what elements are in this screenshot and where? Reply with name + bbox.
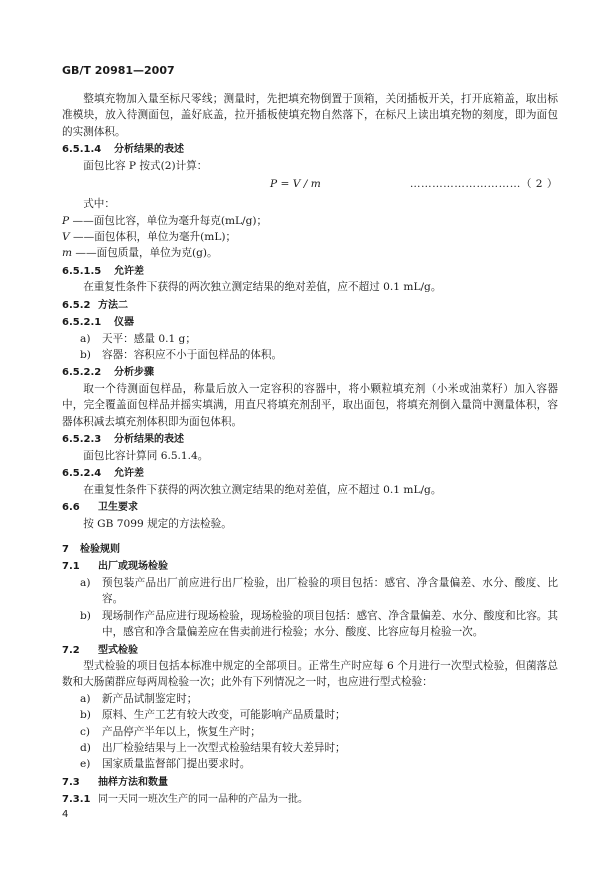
list-label: b)	[80, 609, 91, 622]
heading-number: 6.5.2.4	[62, 468, 102, 480]
list-text: 现场制作产品应进行现场检验，现场检验的项目包括：感官、净含量偏差、水分、酸度和比容。其中，感官和净含量偏差应在售卖前进行检验；水分、酸度、比容应每月检验一次。	[102, 609, 558, 639]
formula-2	[62, 174, 558, 196]
variable-symbol: V	[62, 230, 70, 243]
list-text: 天平：感量 0.1 g；	[102, 332, 196, 345]
formula-expression: P = V / m	[270, 178, 321, 191]
heading-number: 6.5.2.2	[62, 367, 102, 379]
variable-symbol: P	[62, 214, 70, 227]
formula-number: …………………………（ 2 ）	[409, 178, 558, 191]
list-text: 出厂检验结果与上一次型式检验结果有较大差异时；	[102, 742, 346, 755]
variable-definition	[62, 229, 558, 245]
heading-title: 型式检验	[98, 644, 138, 656]
heading-7-1	[62, 559, 558, 575]
list-label: e)	[80, 758, 91, 771]
heading-6-5-2	[62, 298, 558, 314]
variable-description: ——面包比容，单位为毫升每克(mL/g)；	[69, 214, 268, 227]
heading-title: 分析结果的表述	[114, 144, 184, 156]
where-label: 式中：	[83, 198, 115, 211]
list-label: a)	[80, 576, 91, 589]
list-text: 新产品试制鉴定时；	[102, 692, 198, 705]
list-text: 产品停产半年以上，恢复生产时；	[102, 725, 261, 738]
heading-title: 分析步骤	[114, 367, 154, 379]
list-item	[62, 707, 558, 723]
heading-6-5-1-4	[62, 142, 558, 158]
heading-title: 允许差	[114, 265, 144, 277]
list-item	[62, 740, 558, 756]
heading-number: 7.1	[62, 561, 80, 573]
heading-number: 6.5.1.5	[62, 265, 102, 277]
list-text: 国家质量监督部门提出要求时。	[102, 758, 251, 771]
heading-6-5-2-3	[62, 432, 558, 448]
heading-title: 检验规则	[80, 543, 120, 555]
list-text: 容器：容积应不小于面包样品的体积。	[102, 349, 283, 362]
list-label: a)	[80, 332, 91, 345]
heading-6-5-2-2	[62, 365, 558, 381]
list-item	[62, 756, 558, 772]
paragraph-hygiene: 按 GB 7099 规定的方法检验。	[83, 517, 232, 530]
heading-title: 出厂或现场检验	[98, 561, 168, 573]
heading-number: 7	[62, 543, 69, 555]
heading-7	[62, 542, 558, 558]
variable-description: ——面包质量，单位为克(g)。	[72, 247, 218, 260]
paragraph-bread-ratio: 面包比容 P 按式(2)计算：	[83, 159, 208, 172]
list-item	[62, 347, 558, 363]
list-item	[62, 724, 558, 740]
list-item	[62, 691, 558, 707]
list-label: d)	[80, 742, 91, 755]
paragraph-steps: 取一个待测面包样品，称量后放入一定容积的容器中，将小颗粒填充剂（小米或油菜籽）加入容器中，完全覆盖面包样品并摇实填满，用直尺将填充剂刮平，取出面包，将填充剂倒入量筒中测量体积，容器体积减去填充剂体积即为面包体积。	[62, 382, 558, 428]
heading-number: 6.5.2.1	[62, 317, 102, 329]
heading-number: 6.5.2.3	[62, 434, 102, 446]
variable-description: ——面包体积，单位为毫升(mL)；	[69, 230, 237, 243]
heading-6-6	[62, 500, 558, 516]
variable-symbol: m	[62, 247, 73, 260]
clause-text: 同一天同一班次生产的同一品种的产品为一批。	[98, 794, 308, 806]
heading-number: 6.5.1.4	[62, 144, 102, 156]
paragraph-calc: 面包比容计算同 6.5.1.4。	[83, 449, 209, 462]
variable-definition	[62, 213, 558, 229]
list-label: a)	[80, 692, 91, 705]
heading-title: 抽样方法和数量	[98, 776, 168, 788]
heading-6-5-2-4	[62, 466, 558, 482]
clause-7-3-1	[62, 792, 558, 808]
list-item	[62, 331, 558, 347]
clause-number: 7.3.1	[62, 794, 91, 806]
heading-number: 6.6	[62, 502, 80, 513]
heading-number: 7.3	[62, 776, 80, 788]
paragraph-type-inspection: 型式检验的项目包括本标准中规定的全部项目。正常生产时应每 6 个月进行一次型式检验，但菌落总数和大肠菌群应每两周检验一次；此外有下列情况之一时，也应进行型式检验：	[62, 660, 558, 689]
heading-title: 方法二	[98, 299, 128, 311]
heading-title: 卫生要求	[98, 502, 138, 513]
heading-6-5-2-1	[62, 315, 558, 331]
paragraph-top: 整填充物加入量至标尺零线；测量时，先把填充物倒置于顶箱，关闭插板开关，打开底箱盖，取出标准模块，放入待测面包，盖好底盖，拉开插板使填充物自然落下，在标尺上读出填充物的刻度，即为面包的实测体积。	[62, 93, 558, 138]
heading-6-5-1-5	[62, 264, 558, 280]
list-text: 原料、生产工艺有较大改变，可能影响产品质量时；	[102, 709, 346, 722]
list-label: b)	[80, 349, 91, 362]
standard-number: GB/T 20981—2007	[62, 64, 175, 77]
list-text: 预包装产品出厂前应进行出厂检验，出厂检验的项目包括：感官、净含量偏差、水分、酸度、比容。	[102, 576, 558, 606]
heading-number: 6.5.2	[62, 299, 91, 311]
list-label: b)	[80, 709, 91, 722]
heading-title: 仪器	[114, 317, 134, 329]
heading-7-3	[62, 775, 558, 791]
heading-number: 7.2	[62, 644, 80, 656]
variable-definition	[62, 245, 558, 261]
paragraph-allowance-1: 在重复性条件下获得的两次独立测定结果的绝对差值，应不超过 0.1 mL/g。	[83, 281, 442, 294]
list-item	[62, 575, 558, 608]
heading-7-2	[62, 643, 558, 659]
page-number: 4	[62, 809, 69, 820]
heading-title: 允许差	[114, 468, 144, 480]
paragraph-allowance-2: 在重复性条件下获得的两次独立测定结果的绝对差值，应不超过 0.1 mL/g。	[83, 483, 442, 496]
list-item	[62, 608, 558, 641]
heading-title: 分析结果的表述	[114, 434, 184, 446]
list-label: c)	[80, 725, 91, 738]
document-body	[62, 91, 558, 808]
